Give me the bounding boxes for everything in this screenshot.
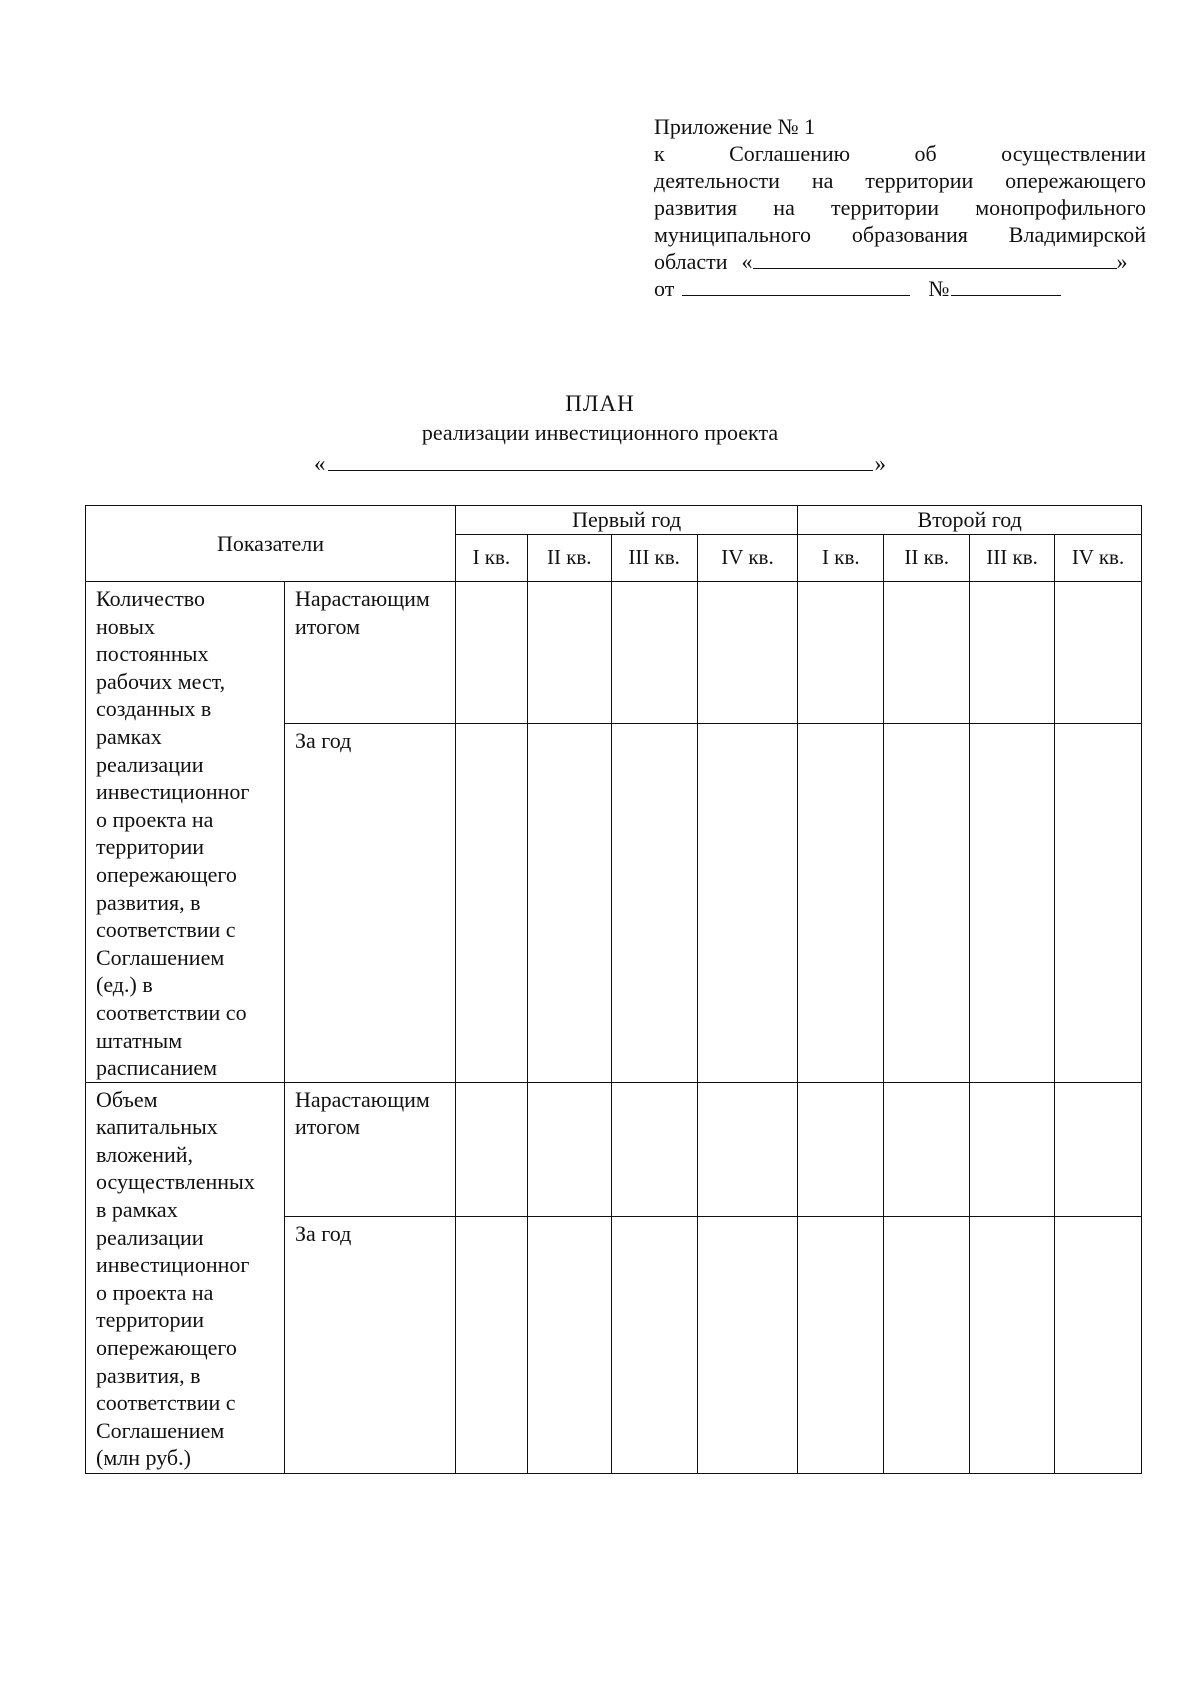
value-cell[interactable]	[527, 1082, 611, 1216]
appendix-word: опережающего	[1005, 168, 1146, 193]
appendix-line-5	[654, 248, 1146, 275]
indicator-text: Объем капитальных вложений, осуществленных в рамках реализации инвестиционног о проекта на территории опережающего развития, в соответствии с Соглашением (млн руб.)	[96, 1086, 255, 1471]
appendix-word: территории	[831, 195, 940, 220]
header-quarter: IV кв.	[1055, 535, 1142, 582]
appendix-word: образования	[851, 222, 968, 247]
value-cell[interactable]	[884, 1082, 970, 1216]
header-quarter: I кв.	[798, 535, 884, 582]
appendix-word: об	[914, 141, 937, 166]
value-cell[interactable]	[970, 1082, 1055, 1216]
appendix-line-4	[654, 221, 1146, 248]
value-cell[interactable]	[1055, 1082, 1142, 1216]
value-cell[interactable]	[455, 1216, 527, 1473]
value-cell[interactable]	[884, 1216, 970, 1473]
plan-project-line	[0, 448, 1200, 477]
subrow-label-cell	[284, 1216, 455, 1473]
subrow-label-cell	[284, 1082, 455, 1216]
value-cell[interactable]	[527, 582, 611, 724]
value-cell[interactable]	[611, 724, 697, 1082]
appendix-line-1	[654, 140, 1146, 167]
value-cell[interactable]	[697, 1216, 798, 1473]
appendix-word: Соглашению	[729, 141, 851, 166]
value-cell[interactable]	[970, 724, 1055, 1082]
value-cell[interactable]	[884, 582, 970, 724]
number-label: №	[928, 276, 950, 301]
header-row-years	[86, 506, 1142, 535]
table-row	[86, 582, 1142, 724]
subrow-label-cell	[284, 724, 455, 1082]
appendix-header	[654, 113, 1146, 302]
header-quarter: IV кв.	[697, 535, 798, 582]
subrow-label: За год	[294, 1220, 352, 1246]
header-year-2: Второй год	[798, 506, 1142, 535]
value-cell[interactable]	[611, 1216, 697, 1473]
subrow-label: Нарастающим итогом	[294, 586, 430, 639]
header-quarter: III кв.	[611, 535, 697, 582]
value-cell[interactable]	[970, 582, 1055, 724]
appendix-word: Владимирской	[1008, 222, 1146, 247]
header-year-1: Первый год	[455, 506, 798, 535]
header-quarter: II кв.	[527, 535, 611, 582]
date-label: от	[654, 276, 675, 301]
quote-open: «	[741, 249, 753, 274]
value-cell[interactable]	[1055, 724, 1142, 1082]
appendix-word: муниципального	[654, 222, 812, 247]
table-row	[86, 1082, 1142, 1216]
value-cell[interactable]	[1055, 582, 1142, 724]
appendix-line-3	[654, 194, 1146, 221]
value-cell[interactable]	[697, 1082, 798, 1216]
appendix-word: к	[654, 141, 665, 166]
header-indicators: Показатели	[86, 506, 456, 582]
value-cell[interactable]	[527, 724, 611, 1082]
value-cell[interactable]	[455, 1082, 527, 1216]
value-cell[interactable]	[455, 582, 527, 724]
appendix-line-6	[654, 275, 1146, 302]
appendix-word: области	[654, 249, 728, 274]
value-cell[interactable]	[1055, 1216, 1142, 1473]
value-cell[interactable]	[884, 724, 970, 1082]
value-cell[interactable]	[697, 724, 798, 1082]
header-quarter: II кв.	[884, 535, 970, 582]
appendix-word: на	[811, 168, 834, 193]
appendix-word: осуществлении	[1001, 141, 1146, 166]
value-cell[interactable]	[611, 582, 697, 724]
date-blank[interactable]	[682, 275, 910, 296]
indicator-cell	[86, 582, 285, 1083]
value-cell[interactable]	[527, 1216, 611, 1473]
value-cell[interactable]	[798, 1216, 884, 1473]
appendix-word: деятельности	[654, 168, 780, 193]
value-cell[interactable]	[798, 724, 884, 1082]
plan-title: ПЛАН	[565, 391, 635, 416]
appendix-word: монопрофильного	[975, 195, 1146, 220]
plan-table	[85, 505, 1142, 1474]
value-cell[interactable]	[455, 724, 527, 1082]
quote-close: »	[1116, 249, 1128, 274]
value-cell[interactable]	[970, 1216, 1055, 1473]
value-cell[interactable]	[798, 582, 884, 724]
plan-project-blank[interactable]	[328, 448, 873, 471]
subrow-label-cell	[284, 582, 455, 724]
quote-close: »	[874, 451, 886, 476]
indicator-text: Количество новых постоянных рабочих мест, созданных в рамках реализации инвестиционног о проекта на территории опережающего развития, в соответствии с Соглашением (ед.) в соответствии со штатным расписанием	[96, 586, 250, 1081]
value-cell[interactable]	[611, 1082, 697, 1216]
subrow-label: Нарастающим итогом	[294, 1086, 430, 1140]
appendix-title: Приложение № 1	[654, 114, 816, 139]
subrow-label: За год	[294, 728, 352, 754]
project-name-blank[interactable]	[753, 248, 1117, 269]
value-cell[interactable]	[697, 582, 798, 724]
quote-open: «	[314, 451, 326, 476]
header-quarter: I кв.	[455, 535, 527, 582]
number-blank[interactable]	[951, 275, 1061, 296]
appendix-word: развития	[654, 195, 738, 220]
appendix-line-2	[654, 167, 1146, 194]
plan-subtitle: реализации инвестиционного проекта	[421, 420, 779, 445]
value-cell[interactable]	[798, 1082, 884, 1216]
appendix-word: на	[773, 195, 795, 220]
appendix-word: территории	[865, 168, 974, 193]
indicator-cell	[86, 1082, 285, 1473]
header-quarter: III кв.	[970, 535, 1055, 582]
